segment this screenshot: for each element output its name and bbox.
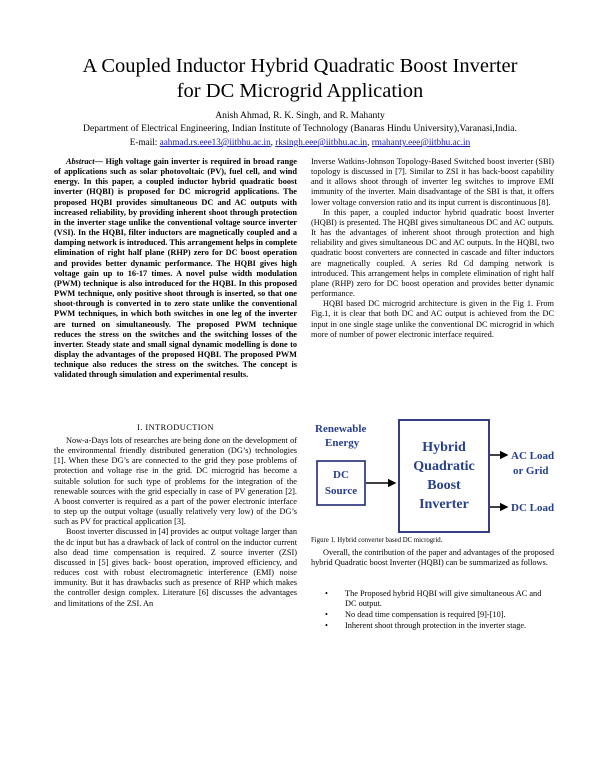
list-item bbox=[311, 589, 554, 609]
dc-source-label-2: Source bbox=[324, 485, 358, 497]
dc-source-box bbox=[317, 461, 365, 505]
intro-paragraph-1: Now-a-Days lots of researches are being done on the development of the environmental friendly distributed generation (DG’s) technologies [1]. When these DG’s are connected to the grid they pose problems of protection and voltage rise in the grid. DC microgrid has become a suitable solution for such type of problems for the integration of the renewable sources with the grid especially in case of PV generation [2]. A boost converter is required as a part of the power electronic interface to step up the output voltage (usually relatively very low) of the DG’s such as PV for practical application [3]. bbox=[54, 436, 297, 527]
abstract bbox=[54, 157, 297, 380]
hqbi-label-1: Hybrid bbox=[422, 440, 466, 455]
abstract-lead: Abstract bbox=[66, 157, 95, 166]
title-line-2: for DC Microgrid Application bbox=[176, 80, 424, 102]
abstract-text: High voltage gain inverter is required in broad range of applications such as solar photovoltaic (PV), fuel cell, and wind energy. In this paper, a coupled inductor hybrid quadratic boost inverter (HQBI) is proposed for DC microgrid applications. The proposed HQBI provides simultaneous DC and AC outputs with increased reliability, by providing inherent shoot through protection in the inverter stage unlike the conventional voltage source inverter (VSI). In the HQBI, filter inductors are magnetically coupled and a damping network is introduced. This arrangement helps in complete elimination of right half plane (RHP) zero for DC boost operation and provides better dynamic performance. The HQBI gives high voltage gain up to 16-17 times. A novel pulse width modulation (PWM) technique is also introduced for the HQBI. In this proposed PWM technique, only positive shoot through is inserted, so that one shoot-through is converted in to zero state unlike the conventional PWM techniques, in which both switches in one leg of the inverter are turned on simultaneously. The proposed PWM technique reduces the stress on the switches and the switching losses of the inverter. Steady state and small signal dynamic modelling is done to display the advantages of the proposed HQBI. The proposed PWM technique also reduces the stress on the switches. The concept is validated through simulation and experimental results. bbox=[54, 157, 297, 380]
bullet-dot-icon: • bbox=[325, 610, 328, 620]
list-item-text: Inherent shoot through protection in the inverter stage. bbox=[345, 621, 527, 631]
hqbi-label-4: Inverter bbox=[419, 497, 469, 512]
list-item bbox=[311, 621, 554, 631]
renewable-energy-label-1: Renewable bbox=[315, 423, 367, 435]
right-column-top bbox=[311, 157, 554, 340]
dc-load-label: DC Load bbox=[511, 502, 555, 514]
dc-source-label-1: DC bbox=[333, 469, 349, 481]
ac-load-label-2: or Grid bbox=[513, 465, 549, 477]
right-paragraph-3: HQBI based DC microgrid architecture is given in the Fig 1. From Fig.1, it is clear that both DC and AC output is achieved from the DC input in one single stage unlike the conventional DC microgrid in which more of number of power electronic interface required. bbox=[311, 299, 554, 339]
ac-load-label-1: AC Load bbox=[511, 450, 555, 462]
email-link-1[interactable]: aahmad.rs.eee13@iitbhu.ac.in bbox=[159, 137, 271, 147]
intro-paragraph-2: Boost inverter discussed in [4] provides ac output voltage larger than the dc input but has a drawback of lack of control on the inductor current also dead time compensation is required. Z source inverter (ZSI) discussed in [5] gives back- boost operation, improved efficiency, and reduces cost with robust electromagnetic interference (EMI) noise immunity. But it has drawbacks such as presence of RHP which makes the controller design complex. Literature [6] discusses the advantages and limitations of the ZSI. An bbox=[54, 527, 297, 608]
right-paragraph-2: In this paper, a coupled inductor hybrid quadratic boost Inverter (HQBI) is presented. The HQBI gives simultaneous DC and AC outputs. It has the advantages of inherent shoot through protection and high reliability and gives simultaneous DC and AC outputs. In the HQBI, two quadratic boost converters are connected in cascade and filter inductors are magnetically coupled. A series Rd Cd damping network is introduced. This arrangement helps in complete elimination of right half plane (RHP) zero for DC boost operation and provides better dynamic performance. bbox=[311, 207, 554, 299]
right-paragraph-1: Inverse Watkins-Johnson Topology-Based Switched boost inverter (SBI) topology is discussed in [7]. Similar to ZSI it has back-boost capability and it allows shoot through of inverter leg switches to improve EMI immunity of the inverter. Main disadvantage of the SBI is that, it offers lower voltage conversion ratio and its input current is discontinuous [8]. bbox=[311, 157, 554, 207]
email-prefix: E-mail: bbox=[129, 137, 160, 147]
email-link-3[interactable]: rmahanty.eee@iitbhu.ac.in bbox=[371, 137, 471, 147]
introduction-body bbox=[54, 436, 297, 609]
contribution-list bbox=[311, 589, 554, 633]
figure-1-caption: Figure 1. Hybrid converter based DC microgrid. bbox=[311, 537, 443, 544]
authors: Anish Ahmad, R. K. Singh, and R. Mahanty bbox=[215, 110, 385, 121]
renewable-energy-label-2: Energy bbox=[325, 437, 360, 449]
affiliation: Department of Electrical Engineering, Indian Institute of Technology (Banaras Hindu University),Varanasi,India. bbox=[83, 123, 517, 134]
right-paragraph-4: Overall, the contribution of the paper and advantages of the proposed hybrid Quadratic boost Inverter (HQBI) can be summarized as follows. bbox=[311, 548, 554, 568]
bullet-dot-icon: • bbox=[325, 589, 328, 598]
right-column-summary bbox=[311, 548, 554, 568]
hqbi-label-3: Boost bbox=[427, 478, 461, 493]
title-line-1: A Coupled Inductor Hybrid Quadratic Boost Inverter bbox=[82, 55, 518, 77]
bullet-dot-icon: • bbox=[325, 621, 328, 631]
list-item bbox=[311, 610, 554, 620]
hqbi-label-2: Quadratic bbox=[413, 459, 475, 474]
paper-title bbox=[20, 54, 580, 104]
section-heading-introduction: I. INTRODUCTION bbox=[136, 423, 215, 432]
email-link-2[interactable]: rksingh.eee@iitbhu.ac.in bbox=[275, 137, 368, 147]
list-item-text: No dead time compensation is required [9]-[10]. bbox=[345, 610, 506, 620]
hqbi-box bbox=[399, 420, 489, 532]
email-line: E-mail: aahmad.rs.eee13@iitbhu.ac.in, rksingh.eee@iitbhu.ac.in, rmahanty.eee@iitbhu.ac.in bbox=[129, 137, 471, 147]
list-item-text: The Proposed hybrid HQBI will give simultaneous AC and DC output. bbox=[345, 589, 542, 609]
abstract-dash: — bbox=[94, 157, 106, 166]
figure-1-diagram bbox=[311, 418, 559, 534]
